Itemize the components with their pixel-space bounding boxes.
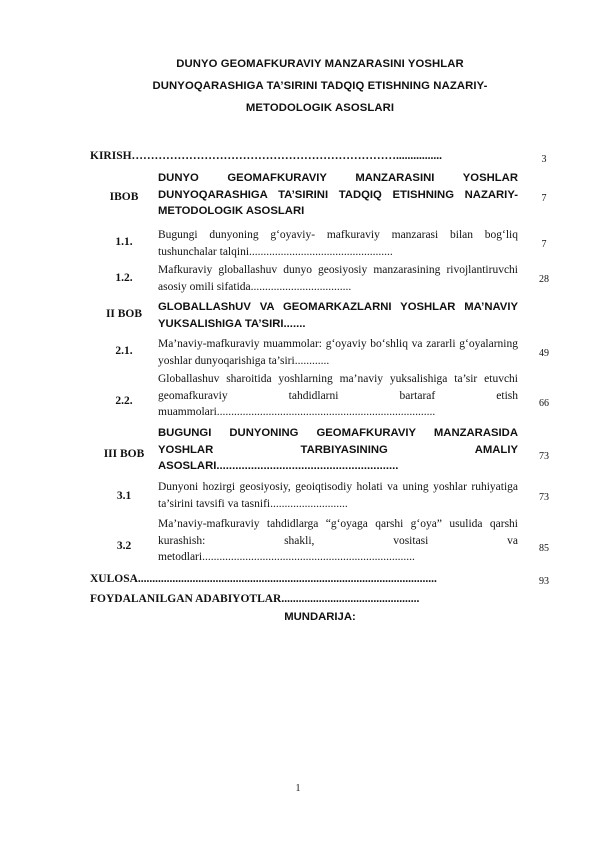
toc-number: 1.1. [115, 236, 133, 248]
toc-number: IBOB [109, 191, 139, 203]
toc-text: GLOBALLAShUV VA GEOMARKAZLARNI YOSHLAR MA’NAVIY YUKSALIShIGA TA’SIRI....... [158, 301, 518, 330]
toc-page-number: 85 [539, 543, 549, 554]
toc-number: 3.2 [116, 540, 132, 552]
toc-text: Mafkuraviy globallashuv dunyo geosiyosiy manzarasining rivojlantiruvchi asosiy omili sifatida................................... [158, 264, 518, 293]
toc-page-number: 49 [539, 348, 549, 359]
toc-conclusion-label: XULOSA........................................................................................................ [90, 573, 437, 585]
toc-number: III BOB [103, 448, 145, 460]
toc-text: Bugungi dunyoning g‘oyaviy- mafkuraviy manzarasi bilan bog‘liq tushunchalar talqini.................................................. [158, 229, 518, 258]
title-line-1: DUNYO GEOMAFKURAVIY MANZARASINI YOSHLAR [176, 58, 464, 70]
toc-page-number: 28 [539, 274, 549, 285]
toc-number: 1.2. [115, 272, 133, 284]
toc-number: 2.2. [115, 395, 133, 407]
toc-intro-label: KIRISH……………………………………………………………................ [90, 150, 443, 162]
toc-page-number: 66 [539, 398, 549, 409]
toc-page-number: 73 [539, 492, 549, 503]
toc-page-number: 3 [541, 154, 547, 165]
toc-page-number: 7 [541, 239, 547, 250]
toc-text: DUNYO GEOMAFKURAVIY MANZARASINI YOSHLAR DUNYOQARASHIGA TA’SIRINI TADQIQ ETISHNING NAZARIY-METODOLOGIK ASOSLARI [158, 172, 518, 217]
title-line-3: METODOLOGIK ASOSLARI [245, 102, 395, 114]
toc-page-number: 73 [539, 451, 549, 462]
page-number: 1 [295, 783, 301, 794]
toc-page-number: 7 [541, 193, 547, 204]
toc-references-label: FOYDALANILGAN ADABIYOTLAR................................................ [90, 593, 420, 605]
toc-text: Globallashuv sharoitida yoshlarning ma’naviy yuksalishiga ta’sir etuvchi geomafkuraviy tahdidlarni bartaraf etish muammolari............................................................................ [158, 373, 518, 418]
contents-heading: MUNDARIJA: [284, 611, 356, 623]
title-line-2: DUNYOQARASHIGA TA’SIRINI TADQIQ ETISHNING NAZARIY- [152, 80, 488, 92]
toc-page-number: 93 [539, 576, 549, 587]
toc-number: 2.1. [115, 345, 133, 357]
toc-number: II BOB [105, 308, 143, 320]
toc-text: Ma’naviy-mafkuraviy muammolar: g‘oyaviy bo‘shliq va zararli g‘oyalarning yoshlar dunyoqarishiga ta’siri............ [158, 338, 518, 367]
document-title [90, 53, 550, 119]
toc-text: BUGUNGI DUNYONING GEOMAFKURAVIY MANZARASIDA YOSHLAR TARBIYASINING AMALIY ASOSLARI.......................................................... [158, 427, 518, 472]
toc-text: Ma’naviy-mafkuraviy tahdidlarga “g‘oyaga qarshi g‘oya” usulida qarshi kurashish: shakli, vositasi va metodlari.......................................................................... [158, 518, 518, 563]
toc-number: 3.1 [116, 490, 132, 502]
toc-text: Dunyoni hozirgi geosiyosiy, geoiqtisodiy holati va uning yoshlar ruhiyatiga ta’sirini tavsifi va tasnifi........................... [158, 481, 518, 510]
